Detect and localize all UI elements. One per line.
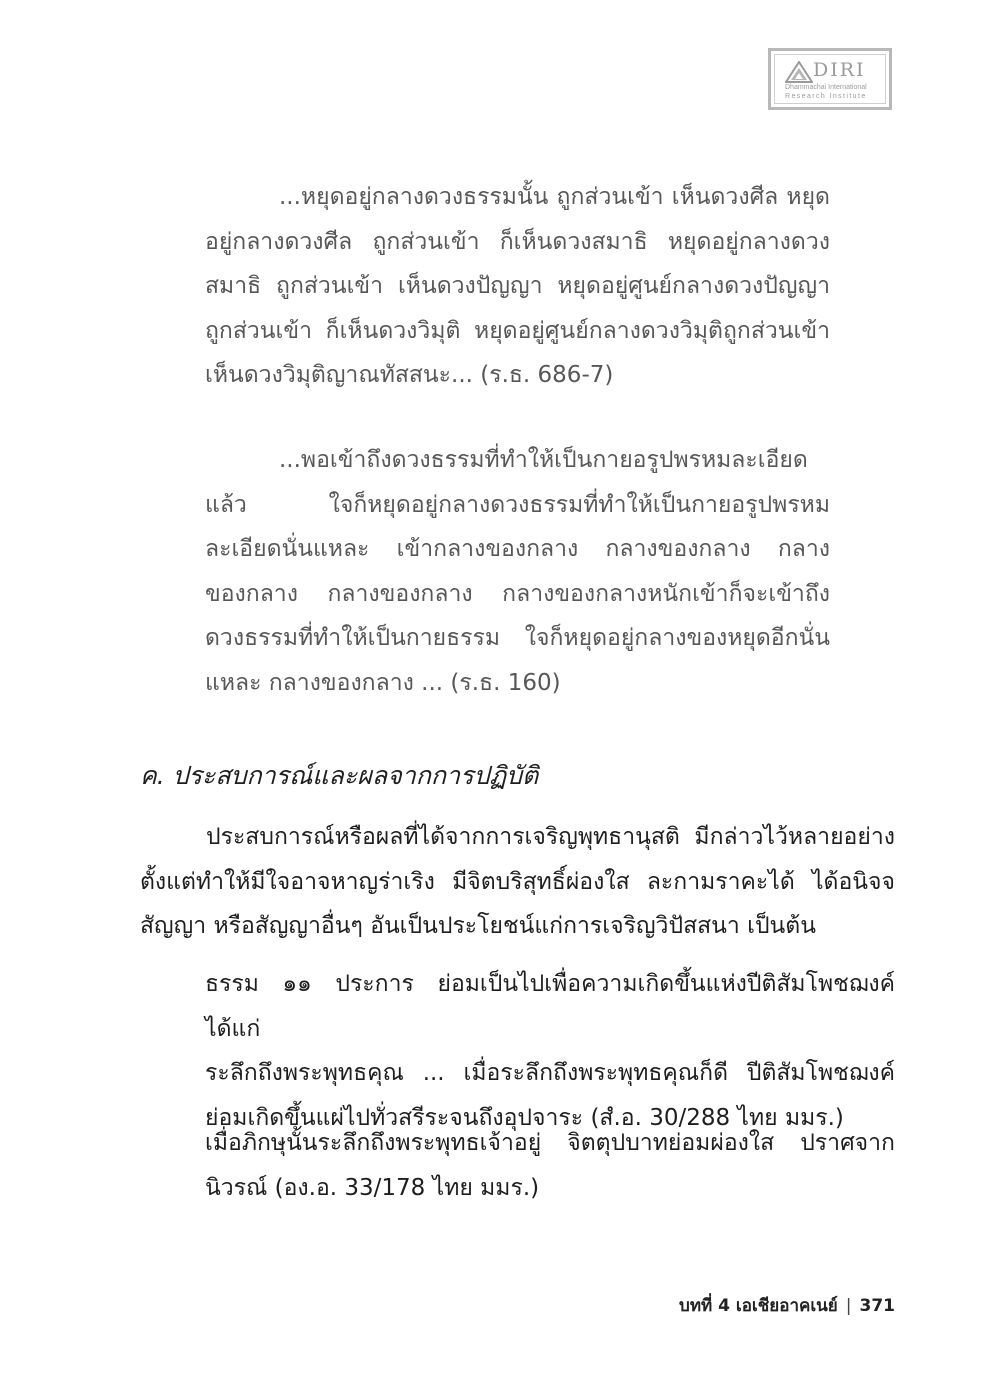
page-number: 371 (859, 1296, 895, 1316)
citation-line: ย่อมเกิดขึ้นแผ่ไปทั่วสรีระจนถึงอุปจาระ (สํ.อ. 30/288 ไทย มมร.) (205, 1104, 844, 1131)
citation-line: ระลึกถึงพระพุทธคุณ ... เมื่อระลึกถึงพระพุทธคุณก็ดี ปีติสัมโพชฌงค์ (205, 1060, 895, 1087)
quote-line: เห็นดวงวิมุติญาณทัสสนะ... (ร.ธ. 686-7) (205, 362, 614, 389)
footer-separator: | (845, 1296, 852, 1316)
citation-line: นิวรณ์ (อง.อ. 33/178 ไทย มมร.) (205, 1174, 540, 1201)
citation-block-2 (205, 1121, 895, 1210)
citation-line: ธรรม ๑๑ ประการ ย่อมเป็นไปเพื่อความเกิดขึ้นแห่งปีติสัมโพชฌงค์ได้แก่ (205, 971, 895, 1042)
quote-line: ...หยุดอยู่กลางดวงธรรมนั้น ถูกส่วนเข้า เห็นดวงศีล หยุด (279, 184, 830, 210)
quote-block-1 (205, 175, 830, 398)
logo-subtitle-1: Dhammachai International (785, 84, 867, 91)
quote-line: ...พอเข้าถึงดวงธรรมที่ทำให้เป็นกายอรูปพรหมละเอียด (279, 447, 808, 473)
paragraph-line: สัญญา หรือสัญญาอื่นๆ อันเป็นประโยชน์แก่การเจริญวิปัสสนา เป็นต้น (140, 913, 816, 940)
page-footer (679, 1292, 895, 1319)
citation-block-1 (205, 962, 895, 1140)
quote-line: ถูกส่วนเข้า ก็เห็นดวงวิมุติ หยุดอยู่ศูนย์กลางดวงวิมุติถูกส่วนเข้า (205, 317, 830, 344)
quote-line: ละเอียดนั่นแหละ เข้ากลางของกลาง กลางของกลาง กลาง (205, 536, 830, 563)
logo-subtitle-2: Research Institute (785, 93, 867, 100)
quote-block-2 (205, 438, 830, 706)
quote-line: แล้ว ใจก็หยุดอยู่กลางดวงธรรมที่ทำให้เป็นกายอรูปพรหม (205, 491, 830, 518)
paragraph-line: ประสบการณ์หรือผลที่ได้จากการเจริญพุทธานุสติ มีกล่าวไว้หลายอย่าง (206, 824, 895, 850)
paragraph-line: ตั้งแต่ทำให้มีใจอาจหาญร่าเริง มีจิตบริสุทธิ์ผ่องใส ละกามราคะได้ ได้อนิจจ (140, 868, 895, 895)
logo-name: DIRI (813, 59, 866, 81)
citation-line: เมื่อภิกษุนั้นระลึกถึงพระพุทธเจ้าอยู่ จิตตุปบาทย่อมผ่องใส ปราศจาก (205, 1130, 895, 1156)
section-heading: ค. ประสบการณ์และผลจากการปฏิบัติ (140, 761, 539, 790)
body-paragraph (140, 815, 895, 949)
quote-line: แหละ กลางของกลาง ... (ร.ธ. 160) (205, 669, 561, 696)
logo-triangle-icon (785, 61, 813, 83)
quote-line: อยู่กลางดวงศีล ถูกส่วนเข้า ก็เห็นดวงสมาธิ หยุดอยู่กลางดวง (205, 228, 830, 255)
quote-line: สมาธิ ถูกส่วนเข้า เห็นดวงปัญญา หยุดอยู่ศูนย์กลางดวงปัญญา (205, 273, 830, 300)
quote-line: ของกลาง กลางของกลาง กลางของกลางหนักเข้าก็จะเข้าถึง (205, 580, 830, 607)
quote-line: ดวงธรรมที่ทำให้เป็นกายธรรม ใจก็หยุดอยู่กลางของหยุดอีกนั่น (205, 625, 830, 652)
diri-logo (768, 48, 892, 110)
footer-chapter: บทที่ 4 เอเชียอาคเนย์ (679, 1296, 838, 1316)
